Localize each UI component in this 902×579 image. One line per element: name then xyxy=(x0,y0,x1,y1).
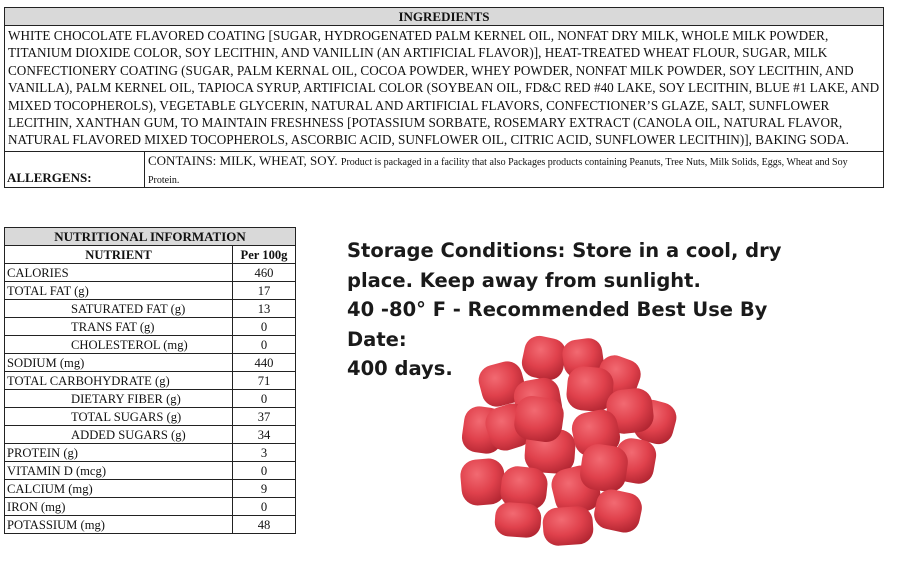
storage-line: 40 -80° F - Recommended Best Use By Date: xyxy=(347,298,768,351)
nutrient-name: POTASSIUM (mg) xyxy=(5,516,233,534)
nutrient-name: IRON (mg) xyxy=(5,498,233,516)
nutrient-name: DIETARY FIBER (g) xyxy=(5,390,233,408)
nutrition-row xyxy=(5,300,296,318)
nutrient-name: TOTAL CARBOHYDRATE (g) xyxy=(5,372,233,390)
candy-pile xyxy=(459,335,680,547)
nutrition-row xyxy=(5,336,296,354)
nutrient-column-header: NUTRIENT xyxy=(5,246,233,264)
nutrient-name: CALCIUM (mg) xyxy=(5,480,233,498)
nutrition-row xyxy=(5,480,296,498)
nutrient-name: TRANS FAT (g) xyxy=(5,318,233,336)
ingredients-text: WHITE CHOCOLATE FLAVORED COATING [SUGAR, HYDROGENATED PALM KERNEL OIL, NONFAT DRY MILK, WHOLE MILK POWDER, TITANIUM DIOXIDE COLOR, SOY LECITHIN, AND VANILLIN (AN ARTIFICIAL FLAVOR)], HEAT-TREATED WHEAT FLOUR, SUGAR, MILK CONFECTIONERY COATING (SUGAR, PALM KERNAL OIL, COCOA POWDER, WHEY POWDER, NONFAT MILK POWDER, SOY LECITHIN, AND VANILLA), PALM KERNEL OIL, TAPIOCA SYRUP, ARTIFICIAL COLOR (SOYBEAN OIL, FD&C RED #40 LAKE, SOY LECITHIN, BLUE #1 LAKE, AND MIXED TOCOPHEROLS), VEGETABLE GLYCERIN, NATURAL AND ARTIFICIAL FLAVORS, CONFECTIONER’S GLAZE, SALT, SUNFLOWER LECITHIN, XANTHAN GUM, TO MAINTAIN FRESHNESS [POTASSIUM SORBATE, ROSEMARY EXTRACT (CANOLA OIL, NATURAL FLAVOR, NATURAL FLAVORED MIXED TOCOPHEROLS, ASCORBIC ACID, SUNFLOWER OIL, CITRIC ACID, SUNFLOWER LECITHIN)], BAKING SODA. xyxy=(5,26,883,152)
per100g-column-header: Per 100g xyxy=(233,246,296,264)
nutrition-row xyxy=(5,264,296,282)
candy-bites-image xyxy=(455,335,685,550)
nutrition-row xyxy=(5,372,296,390)
nutrition-row xyxy=(5,354,296,372)
nutrient-name: VITAMIN D (mcg) xyxy=(5,462,233,480)
allergens-row xyxy=(5,152,883,187)
allergens-label: ALLERGENS: xyxy=(5,152,145,187)
nutrient-value: 0 xyxy=(233,462,296,480)
candy-bite xyxy=(578,442,630,494)
nutrition-row xyxy=(5,426,296,444)
allergens-contains: CONTAINS: MILK, WHEAT, SOY. xyxy=(148,152,338,168)
nutrient-value: 17 xyxy=(233,282,296,300)
nutrition-row xyxy=(5,408,296,426)
nutrient-name: ADDED SUGARS (g) xyxy=(5,426,233,444)
candy-bite xyxy=(459,457,507,507)
nutrient-value: 3 xyxy=(233,444,296,462)
candy-bite xyxy=(542,505,595,546)
nutrient-name: SODIUM (mg) xyxy=(5,354,233,372)
nutrition-row xyxy=(5,318,296,336)
nutrition-row xyxy=(5,462,296,480)
candy-bite xyxy=(519,335,569,383)
nutrition-row xyxy=(5,498,296,516)
nutrient-name: CALORIES xyxy=(5,264,233,282)
candy-bite xyxy=(494,501,542,538)
nutrient-name: TOTAL SUGARS (g) xyxy=(5,408,233,426)
nutrient-value: 0 xyxy=(233,336,296,354)
nutrient-value: 0 xyxy=(233,498,296,516)
nutrient-value: 71 xyxy=(233,372,296,390)
storage-line: Storage Conditions: Store in a cool, dry xyxy=(347,239,782,262)
nutrient-value: 48 xyxy=(233,516,296,534)
nutrient-name: TOTAL FAT (g) xyxy=(5,282,233,300)
storage-line: 400 days. xyxy=(347,357,453,380)
nutrition-row xyxy=(5,282,296,300)
ingredients-header: INGREDIENTS xyxy=(5,8,883,26)
allergens-facility-note: Product is packaged in a facility that also Packages products containing Peanuts, Tree Nuts, Milk Solids, Eggs, Wheat and Soy Protein. xyxy=(148,156,848,186)
allergens-info xyxy=(145,152,883,187)
nutrient-value: 9 xyxy=(233,480,296,498)
nutrition-title: NUTRITIONAL INFORMATION xyxy=(5,228,296,246)
nutrient-value: 34 xyxy=(233,426,296,444)
nutrient-name: SATURATED FAT (g) xyxy=(5,300,233,318)
nutrient-value: 37 xyxy=(233,408,296,426)
storage-line: place. Keep away from sunlight. xyxy=(347,268,701,292)
nutrition-row xyxy=(5,516,296,534)
nutrient-value: 0 xyxy=(233,318,296,336)
nutrient-value: 0 xyxy=(233,390,296,408)
nutrient-name: PROTEIN (g) xyxy=(5,444,233,462)
nutrition-row xyxy=(5,390,296,408)
ingredients-box xyxy=(4,7,884,188)
nutrition-table xyxy=(4,227,296,534)
nutrient-value: 440 xyxy=(233,354,296,372)
nutrient-name: CHOLESTEROL (mg) xyxy=(5,336,233,354)
nutrition-row xyxy=(5,444,296,462)
nutrient-value: 460 xyxy=(233,264,296,282)
nutrient-value: 13 xyxy=(233,300,296,318)
